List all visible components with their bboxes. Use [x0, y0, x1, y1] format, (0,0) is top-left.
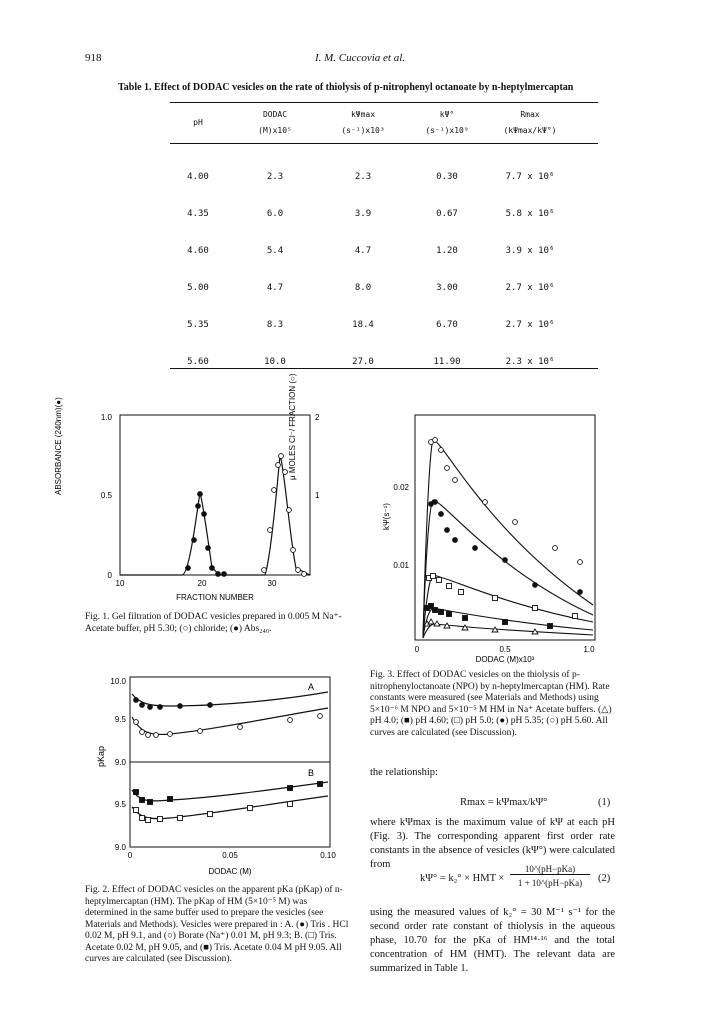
table-cell: 5.60	[187, 357, 209, 367]
data-point	[533, 606, 538, 611]
data-point	[238, 725, 243, 730]
data-point	[146, 818, 151, 823]
figure-3-caption: Fig. 3. Effect of DODAC vesicles on the thiolysis of p-nitrophenyloctanoate (NPO) by n-heptylmercaptan (HM). Rate constants were measured (see Materials and Methods) using 5×10⁻⁶ M NPO and 5×10⁻⁵ M HM in Na⁺ Acetate buffers. (△) pH 4.0; (■) pH 4.60; (□) pH 5.0; (●) pH 5.35; (○) pH 5.60. All curves are calculated (see Discussion).	[370, 670, 612, 738]
data-point	[208, 703, 213, 708]
equation-1: Rmax = kΨmax/kΨ°	[460, 797, 548, 808]
data-point	[439, 448, 444, 453]
data-point	[288, 802, 293, 807]
figure-2-caption: Fig. 2. Effect of DODAC vesicles on the apparent pKa (pKap) of n-heptylmercaptan (HM). The pKap of HM (5×10⁻⁵ M) was determined in the same buffer used to prepare the vesicles (see Materials and Methods). Vesicles were prepared in : A. (●) Tris . HCl 0.02 M, pH 9.1, and (○) Borate (Na⁺) 0.01 M, pH 9.3; B. (□) Tris. Acetate 0.02 M, pH 9.05, and (■) Tris. Acetate 0.04 M pH 9.05. All curves are calculated (see Discussion).	[85, 885, 349, 964]
data-point	[445, 466, 450, 471]
data-point	[196, 504, 201, 509]
data-point	[493, 596, 498, 601]
figure-2-chart	[90, 672, 350, 882]
data-point	[276, 463, 281, 468]
data-point	[208, 812, 213, 817]
table-header-bottom: (s⁻¹)x10³	[341, 126, 385, 135]
fig3-xtick: 0	[414, 645, 420, 654]
fig1-ytick-left: 0	[107, 571, 112, 580]
table-cell: 1.20	[436, 246, 458, 256]
table-bottom-rule	[170, 368, 598, 369]
table-cell: 4.7	[266, 283, 284, 293]
data-point	[186, 566, 191, 571]
data-point	[148, 800, 153, 805]
data-point	[433, 500, 438, 505]
data-point	[210, 566, 215, 571]
data-point	[533, 583, 538, 588]
fig3-xlabel: DODAC (M)x10³	[475, 655, 535, 664]
data-point	[433, 438, 438, 443]
body-paragraph-2: where kΨmax is the maximum value of kΨ at each pH (Fig. 3). The corresponding apparent first order rate constants in the absence of vesicles (kΨ°) were calculated from	[370, 817, 615, 870]
equation-1-number: (1)	[598, 797, 611, 808]
data-point	[288, 718, 293, 723]
data-point	[192, 538, 197, 543]
data-point	[318, 782, 323, 787]
fig2-ytick: 9.0	[114, 843, 126, 852]
data-point	[513, 520, 518, 525]
table-cell: 2.3	[266, 172, 284, 182]
table-header-bottom: (s⁻¹)x10⁹	[425, 126, 469, 135]
table-header-top: Rmax	[520, 110, 540, 119]
data-point	[573, 614, 578, 619]
fig2-xtick: 0.05	[222, 851, 238, 860]
figure-1-chart	[54, 373, 350, 610]
data-point	[503, 620, 508, 625]
data-point	[445, 528, 450, 533]
table-cell: 2.7 x 10⁶	[505, 320, 555, 330]
table-cell: 4.60	[187, 246, 209, 256]
table-cell: 7.7 x 10⁶	[505, 172, 555, 182]
fig1-xlabel: FRACTION NUMBER	[176, 593, 254, 602]
fig1-ytick-left: 1.0	[100, 413, 112, 422]
data-point	[178, 704, 183, 709]
figure-1-caption: Fig. 1. Gel filtration of DODAC vesicles prepared in 0.005 M Na⁺-Acetate buffer, pH 5.30; (○) chloride; (●) Abs₂₄₀.	[85, 612, 342, 634]
data-point	[459, 590, 464, 595]
data-point	[222, 572, 227, 577]
fig2-panel-label: A	[308, 682, 315, 692]
table-cell: 5.4	[266, 246, 284, 256]
fig2-xtick: 0	[127, 851, 133, 860]
equation-2-denominator: 1 + 10^(pH−pKa)	[517, 878, 583, 888]
table-header-top: DODAC	[262, 110, 288, 119]
table-cell: 4.7	[354, 246, 372, 256]
data-point	[483, 500, 488, 505]
fig1-xtick: 20	[197, 579, 207, 588]
data-point	[463, 616, 468, 621]
data-point	[473, 546, 478, 551]
data-point	[453, 478, 458, 483]
fig1-ytick-right: 1	[315, 491, 320, 500]
data-point	[287, 508, 292, 513]
data-point	[268, 528, 273, 533]
data-point	[302, 572, 307, 577]
fig2-xtick: 0.10	[320, 851, 336, 860]
table-cell: 5.8 x 10⁶	[505, 209, 555, 219]
equation-2-lhs: kΨ° = k₂° × HMT ×	[420, 873, 505, 884]
table-caption: Table 1. Effect of DODAC vesicles on the rate of thiolysis of p-nitrophenyl octanoate by n-heptylmercaptan	[118, 82, 574, 93]
data-point	[279, 454, 284, 459]
table-header-top: kΨ°	[439, 110, 455, 119]
table-cell: 3.00	[436, 283, 458, 293]
data-point	[158, 705, 163, 710]
data-point	[248, 806, 253, 811]
table-cell: 10.0	[264, 357, 286, 367]
data-point	[262, 568, 267, 573]
fig2-ytick: 10.0	[110, 677, 126, 686]
data-point	[140, 816, 145, 821]
body-paragraph-1: the relationship:	[370, 767, 438, 778]
data-point	[439, 610, 444, 615]
table-cell: 2.7 x 10⁶	[505, 283, 555, 293]
data-point	[148, 705, 153, 710]
table-cell: 5.00	[187, 283, 209, 293]
equation-2-numerator: 10^(pH−pKa)	[510, 864, 590, 875]
page-number: 918	[85, 52, 102, 64]
data-point	[318, 714, 323, 719]
fig1-ytick-right: 2	[315, 413, 320, 422]
data-point	[272, 488, 277, 493]
data-point	[437, 578, 442, 583]
data-point	[198, 729, 203, 734]
data-point	[140, 798, 145, 803]
equation-2-number: (2)	[598, 873, 611, 884]
table-cell: 6.70	[436, 320, 458, 330]
table-cell: 4.00	[187, 172, 209, 182]
running-title: I. M. Cuccovia et al.	[314, 52, 406, 64]
data-point	[154, 733, 159, 738]
fig2-panel-label: B	[308, 768, 315, 778]
data-point	[178, 816, 183, 821]
table-header-bottom: (M)x10⁵	[258, 126, 292, 135]
data-point	[140, 703, 145, 708]
table-cell: 6.0	[266, 209, 284, 219]
data-point	[168, 732, 173, 737]
table-header-rule	[170, 143, 598, 144]
data-point	[198, 492, 203, 497]
table-cell: 2.3 x 10⁶	[505, 357, 555, 367]
data-point	[578, 560, 583, 565]
data-point	[578, 590, 583, 595]
fig2-xlabel: DODAC (M)	[208, 867, 252, 876]
table-cell: 18.4	[352, 320, 374, 330]
figure-3-chart	[375, 410, 615, 665]
table-cell: 11.90	[433, 357, 461, 367]
body-paragraph-3: using the measured values of k₂° = 30 M⁻¹ s⁻¹ for the second order rate constant of thiolysis in the aqueous phase, 10.70 for the pKa of HM¹⁴·¹⁶ and the total concentration of HM (HMT). The relevant data are summarized in Table 1.	[370, 907, 615, 974]
data-point	[206, 546, 211, 551]
table-top-rule	[170, 102, 598, 103]
table-cell: 0.67	[436, 209, 458, 219]
table-cell: 8.0	[354, 283, 372, 293]
data-point	[296, 568, 301, 573]
data-point	[548, 624, 553, 629]
table-cell: 2.3	[354, 172, 372, 182]
data-point	[146, 733, 151, 738]
data-point	[439, 512, 444, 517]
fig1-ylabel-left: ABSORBANCE (240nm)(●)	[54, 397, 63, 495]
fig3-xtick: 1.0	[583, 645, 595, 654]
data-point	[134, 808, 139, 813]
data-point	[447, 612, 452, 617]
table-cell: 5.35	[187, 320, 209, 330]
fig2-ytick: 9.0	[114, 758, 126, 767]
table-cell: 3.9 x 10⁶	[505, 246, 555, 256]
data-point	[553, 546, 558, 551]
data-point	[158, 817, 163, 822]
fig1-ylabel-right: μ MOLES Cl⁻/ FRACTION (○)	[288, 373, 297, 480]
data-point	[453, 538, 458, 543]
table-header-bottom: (kΨmax/kΨ°)	[503, 126, 557, 135]
data-point	[431, 574, 436, 579]
data-point	[428, 619, 434, 624]
data-point	[140, 730, 145, 735]
fig2-ytick: 9.5	[114, 800, 126, 809]
table-cell: 0.30	[436, 172, 458, 182]
fig2-ytick: 9.5	[114, 715, 126, 724]
fig3-ylabel: kΨ(s⁻¹)	[382, 503, 391, 530]
table-header-bottom: pH	[193, 118, 203, 127]
data-point	[462, 625, 468, 630]
data-point	[503, 558, 508, 563]
data-point	[202, 512, 207, 517]
data-point	[168, 797, 173, 802]
fig3-xtick: 0.5	[499, 645, 511, 654]
table-cell: 8.3	[266, 320, 284, 330]
data-point	[216, 572, 221, 577]
data-point	[134, 720, 139, 725]
table-cell: 27.0	[352, 357, 374, 367]
data-point	[134, 790, 139, 795]
fig3-ytick: 0.01	[393, 561, 409, 570]
table-cell: 3.9	[354, 209, 372, 219]
data-point	[433, 608, 438, 613]
table-header-top: kΨmax	[350, 110, 376, 119]
fig3-ytick: 0.02	[393, 483, 409, 492]
data-point	[283, 470, 288, 475]
data-point	[291, 548, 296, 553]
data-point	[134, 698, 139, 703]
fig2-ylabel: pKap	[96, 745, 106, 767]
table-cell: 4.35	[187, 209, 209, 219]
data-point	[447, 584, 452, 589]
fig1-ytick-left: 0.5	[100, 491, 112, 500]
fig1-xtick: 10	[115, 579, 125, 588]
fig1-xtick: 30	[267, 579, 277, 588]
data-point	[288, 786, 293, 791]
